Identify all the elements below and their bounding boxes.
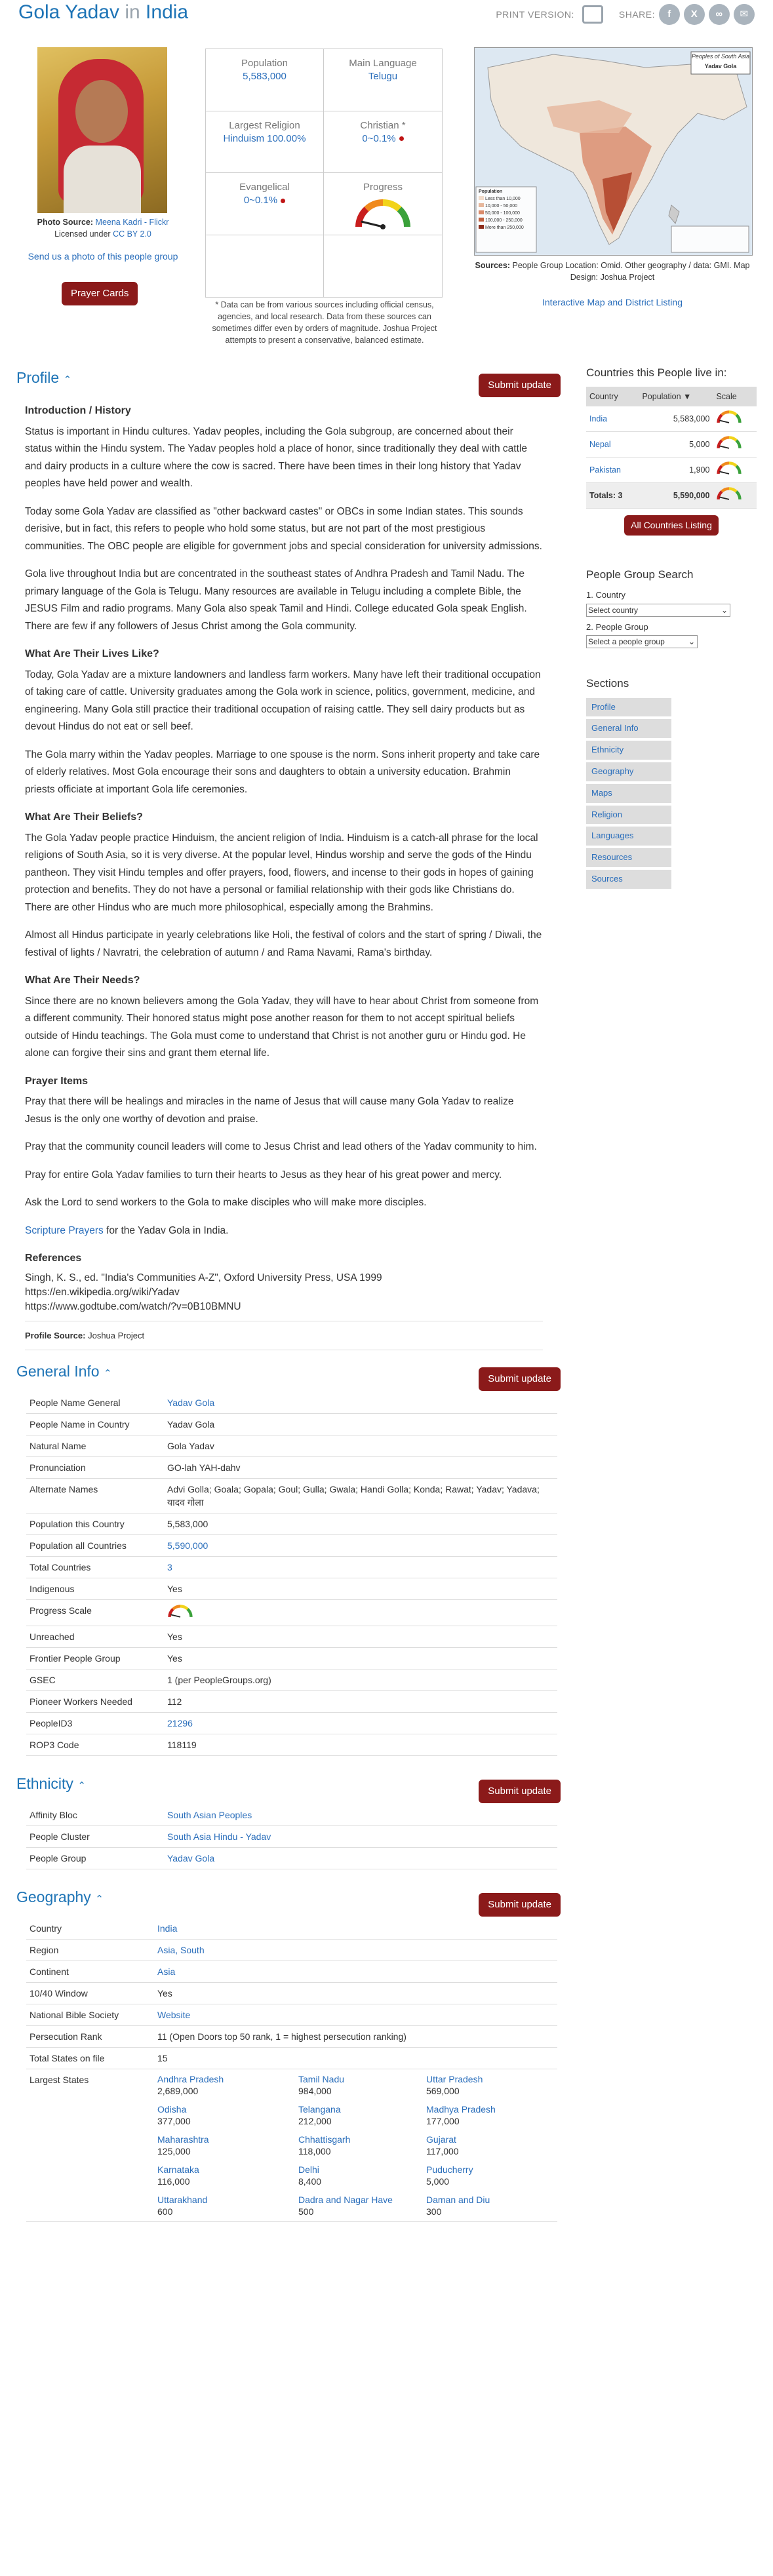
table-row: Total Countries 3 <box>26 1556 557 1578</box>
list-item: Gujarat 117,000 <box>426 2134 459 2156</box>
section-link-ethnicity[interactable]: Ethnicity <box>586 741 671 760</box>
map-title: Peoples of South Asia Yadav Gola <box>691 53 750 69</box>
table-row: National Bible Society Website <box>26 2004 557 2025</box>
table-row: Population all Countries 5,590,000 <box>26 1534 557 1556</box>
chevron-down-icon: ⌄ <box>688 637 695 647</box>
page-tools <box>496 4 755 25</box>
sections-heading: Sections <box>586 677 629 690</box>
list-item: Odisha 377,000 <box>157 2103 191 2126</box>
send-photo-link[interactable]: Send us a photo of this people group <box>28 251 178 262</box>
profile-body: Introduction / History Status is important in Hindu cultures. Yadav peoples, including the Gola subgroup, are concerned about their status within the Hindu system. The Yadav peoples hold a place of honor, since traditionally they deal with cattle and dairy products in a culture where the cow is sacred. There have been times in their long history that Yadav peoples have held power and wealth. Today some Gola Yadav are classified as "other backward castes" or OBCs in some Indian states. This sounds derisive, but in fact, this refers to people who hold some status, but are not part of the most prestigious communities. The OBC people are eligible for government jobs and special consideration for university admissions. Gola live throughout India but are concentrated in the southeast states of Andhra Pradesh and Tamil Nadu. The primary language of the Gola is Telugu. Many resources are available in Telugu including a complete Bible, the JESUS Film and radio programs. Many Gola also speak Tamil and Hindi. College educated Gola speak English. There are few if any followers of Jesus Christ among the Gola community. What Are Their Lives Like? Today, Gola Yadav are a mixture landowners and landless farm workers. Many have left their traditional occupation of taking care of cattle. University graduates among the Gola work in science, politics, government, medicine, and engineering. Many Gola still practice their traditional occupation of raising cattle. They sell dairy products but as devout Hindus do not eat or sell beef. The Gola marry within the Yadav peoples. Marriage to one spouse is the norm. Sons inherit property and take care of elderly relatives. Most Gola encourage their sons and daughters to obtain a university education. Brahmin priests officiate at important Gola life ceremonies. What Are Their Beliefs? The Gola Yadav people practice Hinduism, the ancient religion of India. Hinduism is a catch-all phrase for the local religions of South Asia, so it is very diverse. At the popular level, Hindus worship and serve the gods of the Hindu pantheon. They visit Hindu temples and offer prayers, food, flowers, and incense to their gods in hopes of gaining protection and benefits. They do not have a personal or familial relationship with their gods like Christians do. There are other Hindus who are much more philosophical, especially among the Brahmins. Almost all Hindus participate in yearly celebrations like Holi, the festival of colors and the start of spring / Diwali, the festival of lights / Navratri, the celebration of autumn / and Rama Navami, Rama's birthday. What Are Their Needs? Since there are no known believers among the Gola Yadav, they will have to hear about Christ from someone from a different community. Their honored status might pose another reason for them to not accept spiritual beliefs outside of Hindu teachings. The Gola must come to understand that Christ is not another guru or Hindu god. He alone can forgive their sins and grant them eternal life. Prayer Items Pray that there will be healings and miracles in the name of Jesus that will cause many Gola Yadav to realize Jesus is the only one worthy of devotion and praise. Pray that the community council leaders will come to Jesus Christ and lead others of the Yadav community to him. Pray for entire Gola Yadav families to turn their hearts to Jesus as they hear of his great power and mercy. Ask the Lord to send workers to the Gola to make disciples who will make more disciples. Scripture Prayers for the Yadav Gola in India. References Singh, K. S., ed. "India's Communities A-Z", Oxford University Press, USA 1999 https://en.wikipedia.org/wiki/Yadav https://www.godtube.com/watch/?v=0B10BMNU Profile Source: Joshua Project <box>25 402 543 1350</box>
stat-population: Population 5,583,000 <box>206 49 324 111</box>
table-row: Total States on file 15 <box>26 2047 557 2069</box>
photo-source-link[interactable]: Meena Kadri - Flickr <box>95 218 169 227</box>
submit-update-button[interactable]: Submit update <box>479 374 561 397</box>
stat-christian: Christian * 0~0.1% <box>324 111 442 174</box>
table-row: Persecution Rank 11 (Open Doors top 50 rank, 1 = highest persecution ranking) <box>26 2025 557 2047</box>
list-item: Karnataka 116,000 <box>157 2164 199 2187</box>
table-row: Progress Scale <box>26 1599 557 1626</box>
map-legend: Population Less than 10,000 10,000 - 50,000 50,000 - 100,000 100,000 - 250,000 More than 250,000 <box>479 189 524 230</box>
geography-table <box>26 1918 557 2222</box>
section-link-geography[interactable]: Geography <box>586 762 671 781</box>
stats-note: * Data can be from various sources including official census, agencies, and local research. Data from these sources can sometimes differ even by orders of magnitude. Joshua Project attempts to present a conservative, balanced estimate. <box>212 300 437 345</box>
section-link-maps[interactable]: Maps <box>586 784 671 803</box>
map-caption: Sources: People Group Location: Omid. Other geography / data: GMI. Map Design: Joshua Project <box>475 261 750 282</box>
list-item: Dadra and Nagar Have 500 <box>298 2194 393 2217</box>
section-link-resources[interactable]: Resources <box>586 848 671 867</box>
needs-heading: What Are Their Needs? <box>25 975 140 986</box>
table-row: PeopleID3 21296 <box>26 1712 557 1734</box>
prayer-heading: Prayer Items <box>25 1075 89 1087</box>
table-row: India 5,583,000 <box>586 406 757 432</box>
stat-evangelical: Evangelical 0~0.1% <box>206 173 324 235</box>
scripture-prayers-link[interactable]: Scripture Prayers <box>25 1224 104 1236</box>
list-item: Madhya Pradesh 177,000 <box>426 2103 496 2126</box>
interactive-map-link[interactable]: Interactive Map and District Listing <box>542 297 683 307</box>
progress-gauge-icon <box>716 410 742 424</box>
list-item: Andhra Pradesh 2,689,000 <box>157 2073 224 2096</box>
submit-update-button[interactable]: Submit update <box>479 1780 561 1803</box>
list-item: Tamil Nadu 984,000 <box>298 2073 345 2096</box>
stat-progress: Progress <box>324 173 442 235</box>
status-dot-icon <box>281 199 285 203</box>
profile-source: Profile Source: Joshua Project <box>25 1331 145 1341</box>
table-row: Natural Name Gola Yadav <box>26 1435 557 1456</box>
intro-heading: Introduction / History <box>25 405 131 416</box>
search-heading: People Group Search <box>586 568 694 581</box>
table-row: GSEC 1 (per PeopleGroups.org) <box>26 1669 557 1690</box>
geography-header: Geography ⌃ Submit update <box>16 1886 561 1918</box>
table-row: People Cluster South Asia Hindu - Yadav <box>26 1825 557 1847</box>
status-dot-icon <box>399 136 404 141</box>
photo-source-label: Photo Source: <box>37 218 94 227</box>
title-in: in <box>125 1 140 23</box>
photo-credit <box>18 216 188 240</box>
table-row: Alternate Names Advi Golla; Goala; Gopala; Goul; Gulla; Gwala; Handi Golla; Konda; Rawat; Yadav; Yadava; यादव गोला <box>26 1478 557 1513</box>
largest-states-list <box>157 2073 554 2217</box>
sidebar: Countries this People live in: Country Population ▼ Scale India 5,583,000 Nepal 5,000 Pakistan 1,900 Totals: 3 5,590,000 All Countries Listing People Group Search 1. Country Select country ⌄ 2. People Group Select a people group ⌄ Sections Profile General Info Ethnicity Geography Maps Religion Languages Resources Sources <box>586 364 763 891</box>
page-header <box>18 0 755 26</box>
chevron-up-icon: ⌃ <box>95 1893 104 1905</box>
country-select[interactable]: Select country ⌄ <box>586 604 730 617</box>
progress-gauge-icon <box>167 1604 193 1618</box>
section-link-profile[interactable]: Profile <box>586 698 671 717</box>
people-group-select[interactable]: Select a people group ⌄ <box>586 635 698 648</box>
general-header: General Info ⌃ Submit update <box>16 1361 561 1392</box>
link-icon[interactable]: ∞ <box>709 4 730 25</box>
table-row: Continent Asia <box>26 1961 557 1982</box>
list-item: Puducherry 5,000 <box>426 2164 473 2187</box>
table-row: 10/40 Window Yes <box>26 1982 557 2004</box>
table-row: Frontier People Group Yes <box>26 1647 557 1669</box>
profile-heading[interactable]: Profile ⌃ <box>16 369 72 386</box>
printer-icon[interactable] <box>582 5 603 24</box>
countries-table: Country Population ▼ Scale India 5,583,000 Nepal 5,000 Pakistan 1,900 Totals: 3 5,590,000 <box>586 387 757 509</box>
share-label: SHARE: <box>618 9 655 20</box>
list-item: Uttarakhand 600 <box>157 2194 208 2217</box>
religion-link[interactable]: Hinduism 100.00% <box>223 132 306 144</box>
table-row: People Group Yadav Gola <box>26 1847 557 1869</box>
print-label: PRINT VERSION: <box>496 9 574 20</box>
sections-nav <box>586 698 763 889</box>
stats-grid <box>205 49 443 298</box>
table-row: ROP3 Code 118119 <box>26 1734 557 1755</box>
section-link-sources[interactable]: Sources <box>586 870 671 889</box>
submit-update-button[interactable]: Submit update <box>479 1893 561 1917</box>
stat-religion: Largest Religion Hinduism 100.00% <box>206 111 324 174</box>
list-item: Telangana 212,000 <box>298 2103 341 2126</box>
chevron-up-icon: ⌃ <box>103 1367 112 1379</box>
progress-gauge-icon <box>716 435 742 450</box>
list-item: Delhi 8,400 <box>298 2164 322 2187</box>
list-item: Maharashtra 125,000 <box>157 2134 209 2156</box>
table-row: People Name General Yadav Gola <box>26 1392 557 1414</box>
table-row: Population this Country 5,583,000 <box>26 1513 557 1534</box>
people-name: Gola Yadav <box>18 1 119 23</box>
country-name[interactable]: India <box>146 1 189 23</box>
prayer-cards-button[interactable]: Prayer Cards <box>62 282 138 305</box>
beliefs-heading: What Are Their Beliefs? <box>25 811 143 823</box>
general-info-table <box>26 1392 557 1756</box>
list-item: Uttar Pradesh 569,000 <box>426 2073 483 2096</box>
references: References Singh, K. S., ed. "India's Communities A-Z", Oxford University Press, USA 1999 https://en.wikipedia.org/wiki/Yadav https://www.godtube.com/watch/?v=0B10BMNU <box>25 1253 382 1313</box>
chevron-up-icon: ⌃ <box>63 374 72 385</box>
language-link[interactable]: Telugu <box>368 71 398 82</box>
email-icon[interactable]: ✉ <box>734 4 755 25</box>
license-link[interactable]: CC BY 2.0 <box>113 229 151 239</box>
all-countries-button[interactable]: All Countries Listing <box>624 515 719 535</box>
table-row: Region Asia, South <box>26 1939 557 1961</box>
chevron-up-icon: ⌃ <box>77 1780 86 1791</box>
table-row: Nepal 5,000 <box>586 432 757 458</box>
chevron-down-icon: ⌄ <box>721 605 728 615</box>
people-photo <box>37 47 167 213</box>
table-row: Affinity Bloc South Asian Peoples <box>26 1805 557 1826</box>
table-row: Country India <box>26 1918 557 1940</box>
x-icon[interactable]: X <box>684 4 705 25</box>
ethnicity-table <box>26 1805 557 1869</box>
progress-gauge-icon <box>716 461 742 475</box>
countries-heading: Countries this People live in: <box>586 366 727 379</box>
list-item: Daman and Diu 300 <box>426 2194 490 2217</box>
ethnicity-header: Ethnicity ⌃ Submit update <box>16 1773 561 1805</box>
table-row: Unreached Yes <box>26 1626 557 1647</box>
section-link-religion[interactable]: Religion <box>586 806 671 825</box>
table-row: Pakistan 1,900 <box>586 458 757 483</box>
table-row: Pioneer Workers Needed 112 <box>26 1690 557 1712</box>
facebook-icon[interactable]: f <box>659 4 680 25</box>
people-map[interactable] <box>474 47 753 256</box>
license-prefix: Licensed under <box>54 229 111 239</box>
progress-gauge-icon <box>716 486 742 501</box>
section-link-general-info[interactable]: General Info <box>586 719 671 738</box>
main-content <box>16 367 561 2222</box>
table-row: Pronunciation GO-lah YAH-dahv <box>26 1456 557 1478</box>
list-item: Chhattisgarh 118,000 <box>298 2134 351 2156</box>
submit-update-button[interactable]: Submit update <box>479 1367 561 1391</box>
progress-gauge-icon[interactable] <box>353 198 412 229</box>
profile-header <box>16 367 561 399</box>
table-row: Largest States Andhra Pradesh 2,689,000 Tamil Nadu 984,000 Uttar Pradesh 569,000 Odisha 377,000 Telangana 212,000 Madhya Pradesh 177,000 Maharashtra 125,000 Chhattisgarh 118,000 Gujarat 117,000 Karnataka 116,000 Delhi 8,400 Puducherry 5,000 Uttarakhand 600 Dadra and Nagar Have 500 Daman and Diu 300 <box>26 2069 557 2221</box>
section-link-languages[interactable]: Languages <box>586 827 671 846</box>
stat-language: Main Language Telugu <box>324 49 442 111</box>
table-row: People Name in Country Yadav Gola <box>26 1413 557 1435</box>
lives-heading: What Are Their Lives Like? <box>25 648 159 660</box>
table-row: Indigenous Yes <box>26 1578 557 1599</box>
